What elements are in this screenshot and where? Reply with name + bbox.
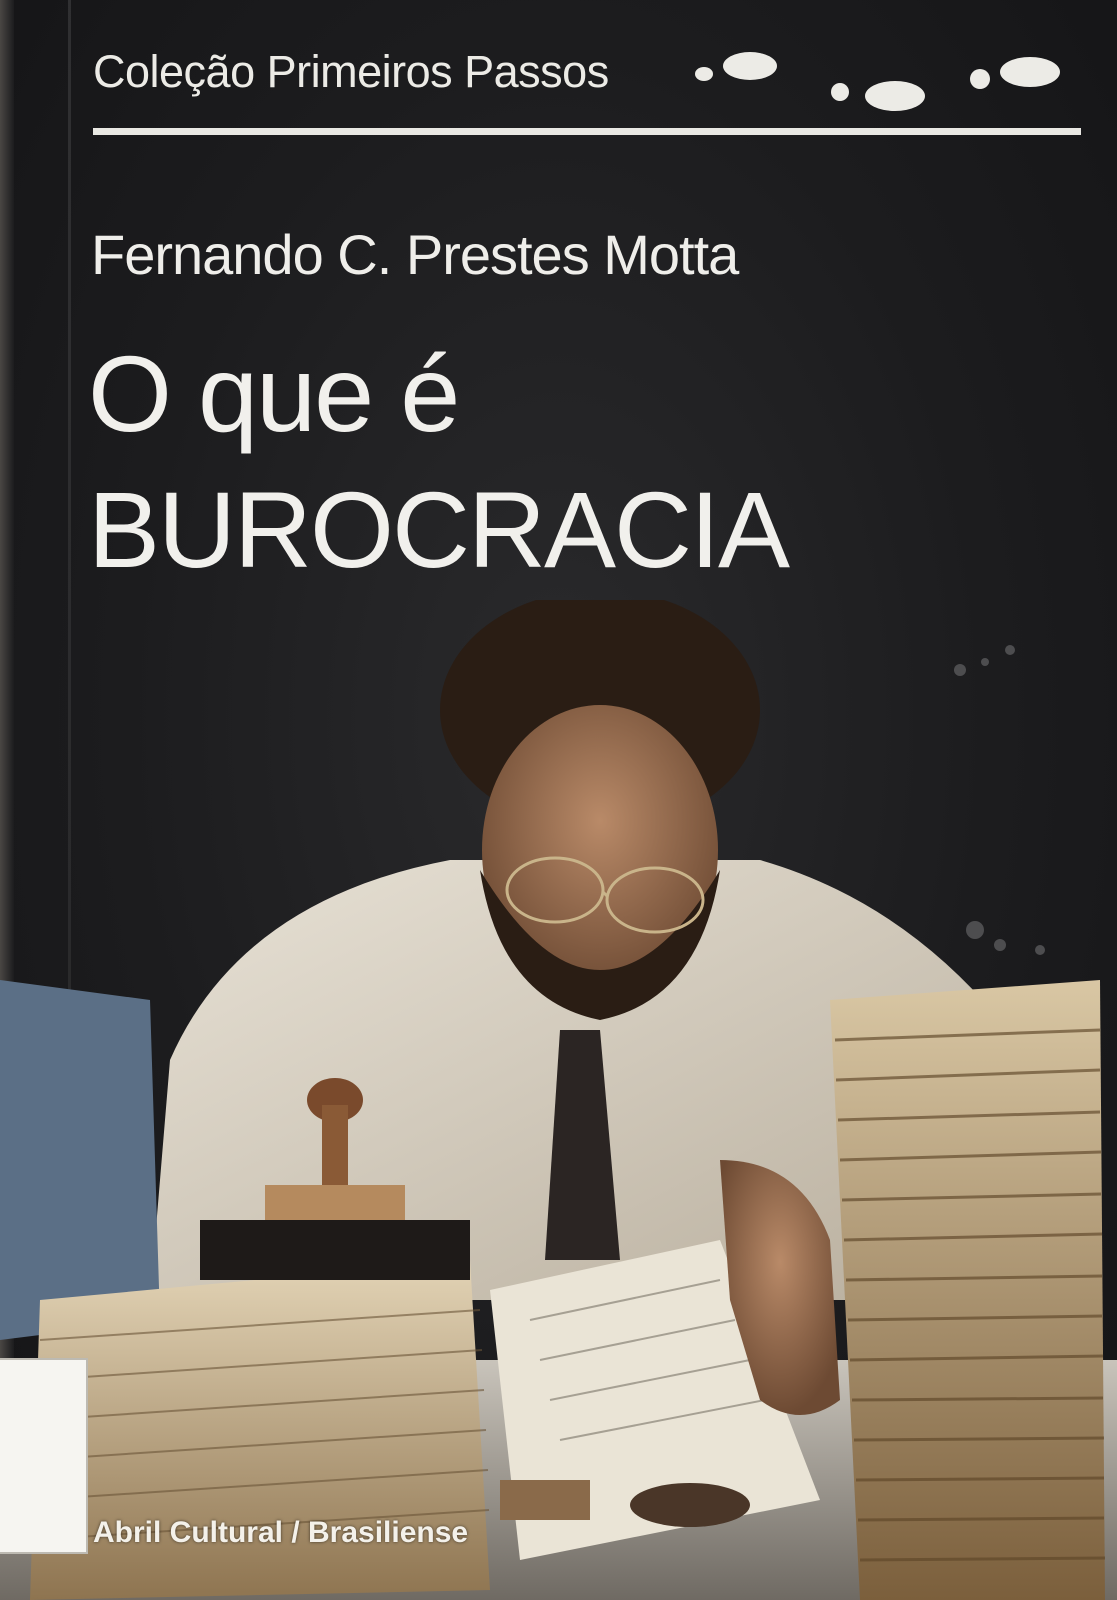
author-name: Fernando C. Prestes Motta xyxy=(91,223,739,286)
series-name: Coleção Primeiros Passos xyxy=(93,46,609,97)
publisher-name: Abril Cultural / Brasiliense xyxy=(93,1516,469,1549)
paper-stack-right xyxy=(830,980,1105,1600)
library-label xyxy=(0,1358,88,1554)
title-line-1: O que é xyxy=(88,333,459,454)
cover-photo xyxy=(0,600,1117,1600)
footprints-logo xyxy=(690,44,1090,124)
title-line-2: BUROCRACIA xyxy=(88,469,789,590)
header-rule xyxy=(93,128,1081,135)
